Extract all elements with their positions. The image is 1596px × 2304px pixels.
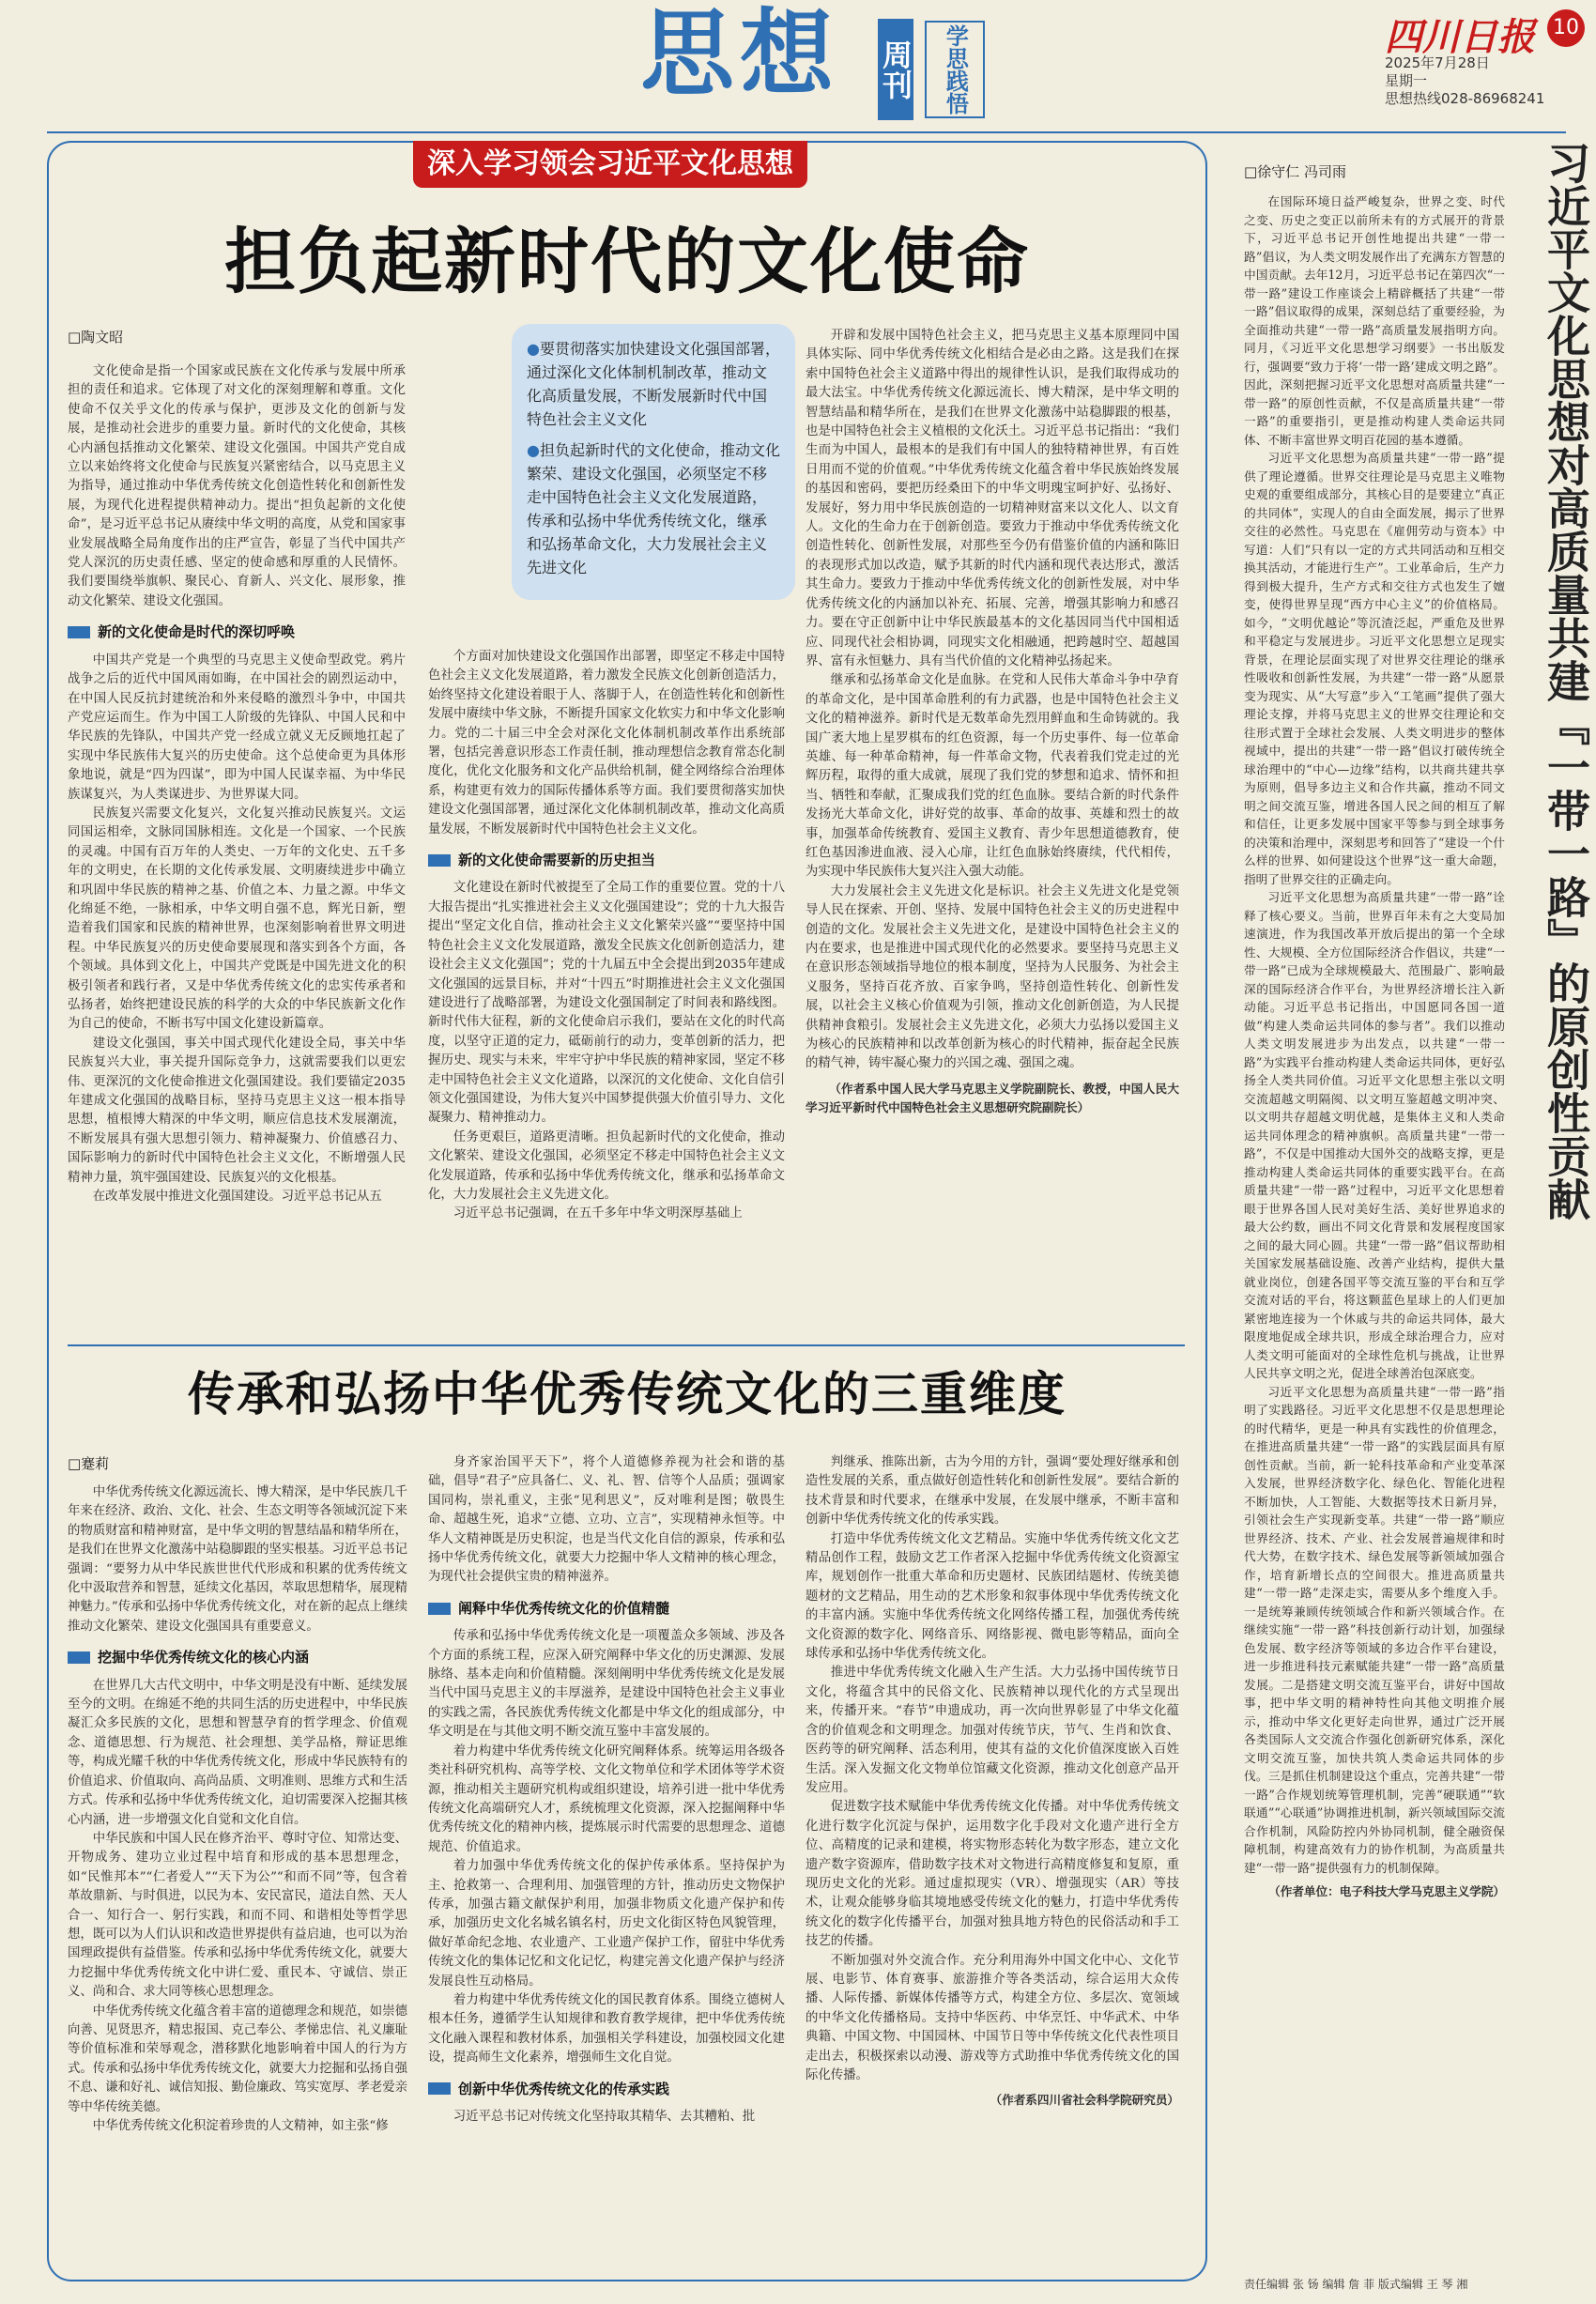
newspaper-logo: 四川日报 (1385, 15, 1535, 59)
paragraph: 民族复兴需要文化复兴，文化复兴推动民族复兴。文运同国运相牵，文脉同国脉相连。文化是一个国家、一个民族的灵魂。中国有百万年的人类史、一万年的文化史、五千多年的文明史，在长期的文化传承发展、文明赓续进步中确立和巩固中华民族的精神之基、价值之本、力量之源。中华文化绵延不绝，一脉相承，中华文明自强不息，辉光日新，塑造着我们国家和民族的精神世界，也深刻影响着世界文明进程。中华民族复兴的历史使命要展现和落实到各个方面，各个领域。具体到文化上，中国共产党既是中国先进文化的积极引领者和践行者，又是中华优秀传统文化的忠实传承者和弘扬者，始终把建设民族的科学的大众的中华民族新文化作为自己的使命，不断书写中国文化建设新篇章。 (68, 806, 406, 1032)
paragraph: 习近平文化思想为高质量共建“一带一路”指明了实践路径。习近平文化思想不仅是思想理论的时代精华，更是一种具有实践性的价值理念，在推进高质量共建“一带一路”的实践层面具有原创性贡献。当前，新一轮科技革命和产业变革深入发展，世界经济数字化、绿色化、智能化进程不断加快，人工智能、大数据等技术日新月异，引领社会生产实现新变革。共建“一带一路”顺应世界经济、技术、产业、社会发展普遍规律和时代大势，在数字技术、绿色发展等新领域加强合作，培育新增长点的空间很大。推进高质量共建“一带一路”走深走实，需要从多个维度入手。一是统筹兼顾传统领域合作和新兴领域合作。在继续实施“一带一路”科技创新行动计划，加强绿色发展、数字经济等领域的多边合作平台建设，进一步推进科技元素赋能共建“一带一路”高质量发展。二是搭建文明交流互鉴平台，讲好中国故事，把中华文明的精神特性向其他文明推介展示，推动中华文化更好走向世界，通过广泛开展各类国际人文交流合作强化创新研究体系，深化文明交流互鉴，加快共筑人类命运共同体的步伐。三是抓住机制建设这个重点，完善共建“一带一路”合作规划统筹管理机制，完善“硬联通”“软联通”“心联通”协调推进机制，新兴领域国际交流合作机制，风险防控内外协同机制，健全融资保障机制，构建高效有力的协作机制，为高质量共建“一带一路”提供强有力的机制保障。 (1244, 1384, 1505, 1875)
pull-quote-1 (527, 337, 780, 431)
paragraph: 在世界几大古代文明中，中华文明是没有中断、延续发展至今的文明。在绵延不绝的共同生活的历史进程中，中华民族凝汇众多民族的文化，思想和智慧孕育的哲学理念、价值观念、道德思想、行为规范、社会理想、美学品格，辩证思维等，构成光耀千秋的中华优秀传统文化，形成中华民族特有的价值追求、价值取向、高尚品质、文明准则、思维方式和生活方式。传承和弘扬中华优秀传统文化，迫切需要深入挖掘其核心内涵，进一步增强文化自觉和文化自信。 (68, 1678, 407, 1827)
paragraph: 文化使命是指一个国家或民族在文化传承与发展中所承担的责任和追求。它体现了对文化的深刻理解和尊重。文化使命不仅关乎文化的传承与保护，更涉及文化的创新与发展，是推动社会进步的重要力量。新时代的文化使命，其核心内涵包括推动文化繁荣、建设文化强国。中国共产党自成立以来始终将文化使命与民族复兴紧密结合，以马克思主义为指导，通过推动中华优秀传统文化创造性转化和创新性发展，为现代化进程提供精神动力。提出“担负起新的文化使命”，是习近平总书记从赓续中华文明的高度，从党和国家事业发展战略全局角度作出的庄严宣告，彰显了当代中国共产党人深沉的历史责任感、坚定的使命感和厚重的人民情怀。我们要围绕举旗帜、聚民心、育新人、兴文化、展形象，推动文化繁荣、建设文化强国。 (68, 364, 406, 608)
paragraph: 不断加强对外交流合作。充分利用海外中国文化中心、文化节展、电影节、体育赛事、旅游推介等各类活动，综合运用大众传播、人际传播、新媒体传播等方式，构建全方位、多层次、宽领域的中华文化传播格局。支持中华医药、中华烹饪、中华武术、中华典籍、中国文物、中国园林、中国节日等中华传统文化代表性项目走出去，积极探索以动漫、游戏等方式助推中华优秀传统文化的国际化传播。 (806, 1953, 1179, 2082)
article2-byline: □蹇莉 (68, 1455, 110, 1472)
paragraph: 文化建设在新时代被提至了全局工作的重要位置。党的十八大报告提出“扎实推进社会主义文化强国建设”；党的十九大报告提出“坚定文化自信，推动社会主义文化繁荣兴盛”“要坚持中国特色社会主义文化发展道路，激发全民族文化创新创造活力，建设社会主义文化强国”；党的十九届五中全会提出到2035年建成文化强国的远景目标，并对“十四五”时期推进社会主义文化强国建设进行了战略部署，为建设文化强国制定了时间表和路线图。新时代伟大征程，新的文化使命启示我们，要站在文化的时代高度，以坚守正道的定力，砥砺前行的动力，变革创新的活力，把握历史、现实与未来，牢牢守护中华民族的精神家园，坚定不移走中国特色社会主义文化道路，以深沉的文化使命、文化自信引领文化强国建设，为伟大复兴中国梦提供强大价值引导力、文化凝聚力、精神推动力。 (428, 881, 785, 1126)
paragraph: 中华优秀传统文化积淀着珍贵的人文精神，如主张“修 (92, 2119, 389, 2133)
section-week-label: 周刊 (878, 19, 913, 120)
pull-quote-2-text: 担负起新时代的文化使命，推动文化繁荣、建设文化强国，必须坚定不移走中国特色社会主义文化发展道路，传承和弘扬中华优秀传统文化，继承和弘扬革命文化，大力发展社会主义先进文化 (527, 441, 780, 576)
paragraph: 习近平文化思想为高质量共建“一带一路”提供了理论遵循。世界交往理论是马克思主义唯物史观的重要组成部分，其核心目的是要建立“真正的共同体”，实现人的自由全面发展，揭示了世界交往的必然性。马克思在《雇佣劳动与资本》中写道：人们“只有以一定的方式共同活动和互相交换其活动，才能进行生产”。工业革命后，生产力得到极大提升，生产方式和交往方式也发生了嬗变，使得世界呈现“西方中心主义”的价值格局。如今，“文明优越论”等沉渣泛起，严重危及世界和平稳定与发展进步。习近平文化思想立足现实背景，在理论层面实现了对世界交往理论的继承性吸收和创新性发展，为共建“一带一路”从愿景变为现实、从“大写意”步入“工笔画”提供了强大理论支撑，并将马克思主义的世界交往理论和交往形式置于全球社会发展、人类文明进步的整体视域中，提出的共建“一带一路”倡议打破传统全球治理中的“中心—边缘”结构，以共商共建共享为原则，倡导多边主义和合作共赢，推动不同文明之间交流互鉴，增进各国人民之间的相互了解和信任，让更多发展中国家平等参与到全球事务的决策和治理中，深刻思考和回答了“建设一个什么样的世界、如何建设这个世界”这一重大命题，指明了世界交往的正确走向。 (1244, 451, 1505, 886)
article2-column-2 (428, 1453, 785, 2266)
paragraph: 个方面对加快建设文化强国作出部署，即坚定不移走中国特色社会主义文化发展道路，着力激发全民族文化创新创造活力，始终坚持文化建设着眼于人、落脚于人，在创造性转化和创新性发展中赓续中华文脉，不断提升国家文化软实力和中华文化影响力。党的二十届三中全会对深化文化体制机制改革作出系统部署，包括完善意识形态工作责任制，推动理想信念教育常态化制度化，优化文化服务和文化产品供给机制，健全网络综合治理体系，构建更有效力的国际传播体系等方面。我们要贯彻落实加快建设文化强国部署，通过深化文化体制机制改革，推动文化高质量发展，不断发展新时代中国特色社会主义文化。 (428, 650, 785, 837)
dateline (1385, 54, 1544, 108)
page-number: 10 (1547, 9, 1585, 47)
paragraph: 习近平总书记强调，在五千多年中华文明深厚基础上 (453, 1206, 743, 1221)
paragraph: 习近平总书记对传统文化坚持取其精华、去其糟粕、批 (453, 2110, 756, 2124)
paragraph: 判继承、推陈出新，古为今用的方针，强调“要处理好继承和创造性发展的关系，重点做好创造性转化和创新性发展”。要结合新的技术背景和时代要求，在继承中发展，在发展中继承，不断丰富和创新中华优秀传统文化的传承实践。 (806, 1455, 1179, 1528)
pull-quote-1-text: 要贯彻落实加快建设文化强国部署，通过深化文化体制机制改革，推动文化高质量发展，不断发展新时代中国特色社会主义文化 (527, 340, 780, 428)
paragraph: 建设文化强国，事关中国式现代化建设全局，事关中华民族复兴大业，事关提升国际竞争力，这就需要我们以更宏伟、更深沉的文化使命推进文化强国建设。我们要锚定2035年建成文化强国的战略目标，坚持马克思主义这一根本指导思想，植根博大精深的中华文明，顺应信息技术发展潮流，不断发展具有强大思想引领力、精神凝聚力、价值感召力、国际影响力的新时代中国特色社会主义文化，不断增强人民精神力量，筑牢强国建设、民族复兴的文化根基。 (68, 1036, 406, 1185)
bullet-icon: ● (527, 441, 540, 459)
article3-column (1244, 192, 1505, 2263)
article2-headline: 传承和弘扬中华优秀传统文化的三重维度 (188, 1367, 1067, 1421)
paragraph: 着力构建中华优秀传统文化研究阐释体系。统筹运用各级各类社科研究机构、高等学校、文化文物单位和学术团体等学术资源，推动相关主题研究机构或组织建设，培养引进一批中华优秀传统文化高端研究人才，系统梳理文化资源，深入挖掘阐释中华优秀传统文化的精神内核，提炼展示时代需要的思想理念、道德规范、价值追求。 (428, 1743, 785, 1854)
article-divider (68, 1344, 1185, 1346)
article1-subhead-1: 新的文化使命是时代的深切呼唤 (68, 622, 406, 641)
article1-byline: □陶文昭 (68, 329, 124, 346)
paragraph: 继承和弘扬革命文化是血脉。在党和人民伟大革命斗争中孕育的革命文化，是中国革命胜利的有力武器，也是中国特色社会主义文化的精神滋养。新时代是无数革命先烈用鲜血和生命铸就的。我国广袤大地上星罗棋布的红色资源，每一个历史事件、每一位革命英雄、每一种革命精神，每一件革命文物，代表着我们党走过的光辉历程，取得的重大成就，展现了我们党的梦想和追求、情怀和担当、牺牲和奉献，汇聚成我们党的红色血脉。要结合新的时代条件发扬光大革命文化，讲好党的故事、革命的故事、英雄和烈士的故事，加强革命传统教育、爱国主义教育、青少年思想道德教育，使红色基因渗进血液、浸入心扉，让红色血脉始终赓续，代代相传，为实现中华民族伟大复兴注入强大动能。 (806, 673, 1179, 880)
section-tag-text: 学思践悟 (942, 24, 970, 115)
article1-author-note: （作者系中国人民大学马克思主义学院副院长、教授，中国人民大学习近平新时代中国特色社会主义思想研究院副院长） (806, 1081, 1179, 1115)
section-title: 思想 (640, 0, 839, 109)
article1-column-3 (806, 327, 1179, 1337)
paragraph: 促进数字技术赋能中华优秀传统文化传播。对中华优秀传统文化进行数字化沉淀与保护，运用数字化手段对文化遗产进行全方位、高精度的记录和建模，将实物形态转化为数字形态，建立文化遗产数字资源库，借助数字技术对文物进行高精度修复和复原，重现历史文化的光彩。通过虚拟现实（VR）、增强现实（AR）等技术，让观众能够身临其境地感受传统文化的魅力，打造中华优秀传统文化的数字化传播平台，加强对独具地方特色的民俗活动和手工技艺的传播。 (806, 1800, 1179, 1949)
paragraph: 任务更艰巨，道路更清晰。担负起新时代的文化使命，推动文化繁荣、建设文化强国，必须坚定不移走中国特色社会主义文化发展道路，传承和弘扬中华优秀传统文化，继承和弘扬革命文化，大力发展社会主义先进文化。 (428, 1129, 785, 1202)
section-tag (925, 21, 985, 118)
article2-subhead-1: 挖掘中华优秀传统文化的核心内涵 (68, 1648, 407, 1667)
article2-subhead-3: 创新中华优秀传统文化的传承实践 (428, 2080, 785, 2098)
article3-headline: 习近平文化思想对高质量共建『一带一路』的原创性贡献 (1541, 141, 1591, 1221)
article3-author-note: （作者单位：电子科技大学马克思主义学院） (1268, 1884, 1505, 1898)
article2-author-note: （作者系四川省社会科学院研究员） (990, 2093, 1179, 2108)
pull-quote-2 (527, 438, 780, 579)
issue-weekday: 星期一 (1385, 72, 1428, 89)
editor-credits: 责任编辑 张 钖 编辑 詹 菲 版式编辑 王 琴 湘 (1244, 2278, 1468, 2291)
article2-column-3 (806, 1453, 1179, 2266)
article2-column-1 (68, 1483, 407, 2266)
paragraph: 中国共产党是一个典型的马克思主义使命型政党。鸦片战争之后的近代中国风雨如晦，在中国社会的剧烈运动中，在中国人民反抗封建统治和外来侵略的激烈斗争中，中国共产党应运而生。作为中国工人阶级的先锋队、中国人民和中华民族的先锋队，中国共产党一经成立就义无反顾地扛起了实现中华民族伟大复兴的历史使命。这个总使命更为具体形象地说，就是“四为四谋”，即为中国人民谋幸福、为中华民族谋复兴，为人类谋进步、为世界谋大同。 (68, 653, 406, 802)
article1-column-1 (68, 362, 406, 1337)
paragraph: 中华民族和中国人民在修齐治平、尊时守位、知常达变、开物成务、建功立业过程中培育和形成的基本思想理念，如“民惟邦本”“仁者爱人”“天下为公”“和而不同”等，包含着革故鼎新、与时俱进，以民为本、安民富民，道法自然、天人合一、知行合一、躬行实践，和而不同、和谐相处等哲学思想，既可以为人们认识和改造世界提供有益启迪，也可以为治国理政提供有益借鉴。传承和弘扬中华优秀传统文化，就要大力挖掘中华优秀传统文化中讲仁爱、重民本、守诚信、崇正义、尚和合、求大同等核心思想理念。 (68, 1831, 407, 2000)
pull-quote (512, 324, 795, 600)
paragraph: 打造中华优秀传统文化文艺精品。实施中华优秀传统文化文艺精品创作工程，鼓励文艺工作者深入挖掘中华优秀传统文化资源宝库，规划创作一批重大革命和历史题材、民族团结题材、传统美德题材的文艺精品，用生动的艺术形象和叙事体现中华优秀传统文化的丰富内涵。实施中华优秀传统文化网络传播工程，加强优秀传统文化资源的数字化、网络音乐、网络影视、微电影等精品，面向全球传承和弘扬中华优秀传统文化。 (806, 1531, 1179, 1662)
paragraph: 传承和弘扬中华优秀传统文化是一项覆盖众多领域、涉及各个方面的系统工程，应深入研究阐释中华文化的历史渊源、发展脉络、基本走向和价值精髓。深刻阐明中华优秀传统文化是发展当代中国马克思主义的丰厚滋养，是建设中国特色社会主义事业的实践之需，各民族优秀传统文化都是中华文化的组成部分，中华文明是在与其他文明不断交流互鉴中丰富发展的。 (428, 1629, 785, 1740)
paragraph: 在改革发展中推进文化强国建设。习近平总书记从五 (92, 1190, 382, 1205)
paragraph: 开辟和发展中国特色社会主义，把马克思主义基本原理同中国具体实际、同中华优秀传统文化相结合是必由之路。这是我们在探索中国特色社会主义道路中得出的规律性认识，是我们取得成功的最大法宝。中华优秀传统文化源远流长、博大精深，是中华文明的智慧结晶和精华所在，是我们在世界文化激荡中站稳脚跟的根基，也是中国特色社会主义植根的文化沃土。习近平总书记指出：“我们生而为中国人，最根本的是我们有中国人的独特精神世界，有百姓日用而不觉的价值观。”中华优秀传统文化蕴含着中华民族始终发展的基因和密码，要把历经桑田下的中华文明瑰宝呵护好、弘扬好、发展好，努力用中华民族创造的一切精神财富来以文化人、以文育人。文化的生命力在于创新创造。要致力于推动中华优秀传统文化创造性转化、创新性发展，对那些至今仍有借鉴价值的内涵和陈旧的表现形式加以改造，赋予其新的时代内涵和现代表达形式，激活其生命力。要致力于推动中华优秀传统文化的创新性发展，对中华优秀传统文化的内涵加以补充、拓展、完善，增强其影响力和感召力。要在守正创新中让中华民族最基本的文化基因同当代中国相适应、同现代社会相协调，同现实文化相融通，把跨越时空、超越国界、富有永恒魅力、具有当代价值的文化精神弘扬起来。 (806, 329, 1179, 668)
paragraph: 着力构建中华优秀传统文化的国民教育体系。围绕立德树人根本任务，遵循学生认知规律和教育教学规律，把中华优秀传统文化融入课程和教材体系，加强相关学科建设，加强校园文化建设，提高师生文化素养，增强师生文化自觉。 (428, 1992, 785, 2066)
article1-subhead-2: 新的文化使命需要新的历史担当 (428, 851, 785, 869)
paragraph: 身齐家治国平天下”，将个人道德修养视为社会和谐的基础，倡导“君子”应具备仁、义、礼、智、信等个人品质；强调家国同构，崇礼重义，主张“见利思义”，反对唯利是图；敬畏生命、超越生死，追求“立德、立功、立言”，实现精神永恒等。中华人文精神既是历史积淀，也是当代文化自信的源泉，传承和弘扬中华优秀传统文化，就要大力挖掘中华人文精神的核心理念，为现代社会提供宝贵的精神滋养。 (428, 1455, 785, 1585)
kicker-banner: 深入学习领会习近平文化思想 (413, 141, 807, 188)
paragraph: 习近平文化思想为高质量共建“一带一路”诠释了核心要义。当前，世界百年未有之大变局加速演进，作为我国改革开放后提出的第一个全球性、大规模、全方位国际经济合作倡议，共建“一带一路”已成为全球规模最大、范围最广、影响最深的国际经济合作平台，为世界经济增长注入新动能。习近平总书记指出，中国愿同各国一道做“构建人类命运共同体的参与者”。我们以推动人类文明发展进步为出发点，以共建“一带一路”为实践平台推动构建人类命运共同体，更好弘扬全人类共同价值。习近平文化思想主张以文明交流超越文明隔阂、以文明互鉴超越文明冲突、以文明共存超越文明优越，是集体主义和人类命运共同体理念的精神旗帜。高质量共建“一带一路”，不仅是中国推动大国外交的战略支撑，更是推动构建人类命运共同体的重要实践平台。在高质量共建“一带一路”过程中，习近平文化思想着眼于世界各国人民对美好生活、美好世界追求的最大公约数，画出不同文化背景和发展程度国家之间的最大同心圆。共建“一带一路”倡议帮助相关国家发展基础设施、改善产业结构，提供大量就业岗位，创建各国平等交流互鉴的平台和互学交流对话的平台，将这颗蓝色星球上的人们更加紧密地连接为一个休戚与共的命运共同体，最大限度地促成全球共识，形成全球治理合力，应对人类文明可能面对的全球性危机与挑战，让世界人民共享文明之光，促进全球善治包深底变。 (1244, 890, 1505, 1380)
masthead-rule (47, 131, 1566, 133)
article1-column-2 (428, 648, 785, 1337)
paragraph: 中华优秀传统文化蕴含着丰富的道德理念和规范，如崇德向善、见贤思齐，精忠报国、克己奉公、孝悌忠信、礼义廉耻等价值标准和荣辱观念，潜移默化地影响着中国人的行为方式。传承和弘扬中华优秀传统文化，就要大力挖掘和弘扬自强不息、谦和好礼、诚信知报、勤俭廉政、笃实宽厚、孝老爱亲等中华传统美德。 (68, 2004, 407, 2114)
issue-date: 2025年7月28日 (1385, 54, 1490, 71)
paragraph: 中华优秀传统文化源远流长、博大精深，是中华民族几千年来在经济、政治、文化、社会、生态文明等各领域沉淀下来的物质财富和精神财富，是中华文明的智慧结晶和精华所在，是我们在世界文化激荡中站稳脚跟的坚实根基。习近平总书记强调：“要努力从中华民族世世代代形成和积累的优秀传统文化中汲取营养和智慧，延续文化基因，萃取思想精华，展现精神魅力。”传承和弘扬中华优秀传统文化，对在新的起点上继续推动文化繁荣、建设文化强国具有重要意义。 (68, 1485, 407, 1634)
paragraph: 着力加强中华优秀传统文化的保护传承体系。坚持保护为主、抢救第一、合理利用、加强管理的方针，推动历史文物保护传承，加强古籍文献保护利用，加强非物质文化遗产保护和传承，加强历史文化名城名镇名村，历史文化街区特色风貌管理，做好革命纪念地、农业遗产、工业遗产保护工作，留驻中华优秀传统文化的集体记忆和文化记忆，构建完善文化遗产保护与经济发展良性互动格局。 (428, 1859, 785, 1989)
paragraph: 在国际环境日益严峻复杂，世界之变、时代之变、历史之变正以前所未有的方式展开的背景下，习近平总书记开创性地提出共建“一带一路”倡议，为人类文明发展作出了充满东方智慧的中国贡献。去年12月，习近平总书记在第四次“一带一路”建设工作座谈会上精辟概括了共建“一带一路”倡议取得的成果，深刻总结了重要经验，为全面推动共建“一带一路”高质量发展指明方向。同月，《习近平文化思想学习纲要》一书出版发行，强调要“致力于将‘一带一路’建成文明之路”。因此，深刻把握习近平文化思想对高质量共建“一带一路”的原创性贡献，不仅是高质量共建“一带一路”的重要指引，更是推动构建人类命运共同体、不断丰富世界文明百花园的基本遵循。 (1244, 194, 1505, 447)
hotline: 思想热线028-86968241 (1385, 90, 1545, 107)
article3-byline: □徐守仁 冯司雨 (1244, 163, 1346, 180)
paragraph: 推进中华优秀传统文化融入生产生活。大力弘扬中国传统节日文化，将蕴含其中的民俗文化、民族精神以现代化的方式呈现出来，传播开来。“春节”申遗成功，再一次向世界彰显了中华文化蕴含的价值观念和文明理念。加强对传统节庆，节气、生肖和饮食、医药等的研究阐释、活态利用，使其有益的文化价值深度嵌入百姓生活。深入发掘文化文物单位馆藏文化资源，推动文化创意产品开发应用。 (806, 1666, 1179, 1795)
article1-headline: 担负起新时代的文化使命 (224, 220, 1030, 303)
article2-subhead-2: 阐释中华优秀传统文化的价值精髓 (428, 1599, 785, 1618)
paragraph: 大力发展社会主义先进文化是标识。社会主义先进文化是党领导人民在探索、开创、坚持、发展中国特色社会主义的历史进程中创造的文化。发展社会主义先进文化，是建设中国特色社会主义的内在要求，也是推进中国式现代化的必然要求。要坚持马克思主义在意识形态领域指导地位的根本制度，坚持为人民服务、为社会主义服务，坚持百花齐放、百家争鸣，坚持创造性转化、创新性发展，以社会主义核心价值观为引领，推动文化创新创造，为人民提供精神食粮引。发展社会主义先进文化，必须大力弘扬以爱国主义为核心的民族精神和以改革创新为核心的时代精神，振奋起全民族的精气神，铸牢凝心聚力的兴国之魂、强国之魂。 (806, 883, 1179, 1071)
bullet-icon: ● (527, 340, 540, 358)
